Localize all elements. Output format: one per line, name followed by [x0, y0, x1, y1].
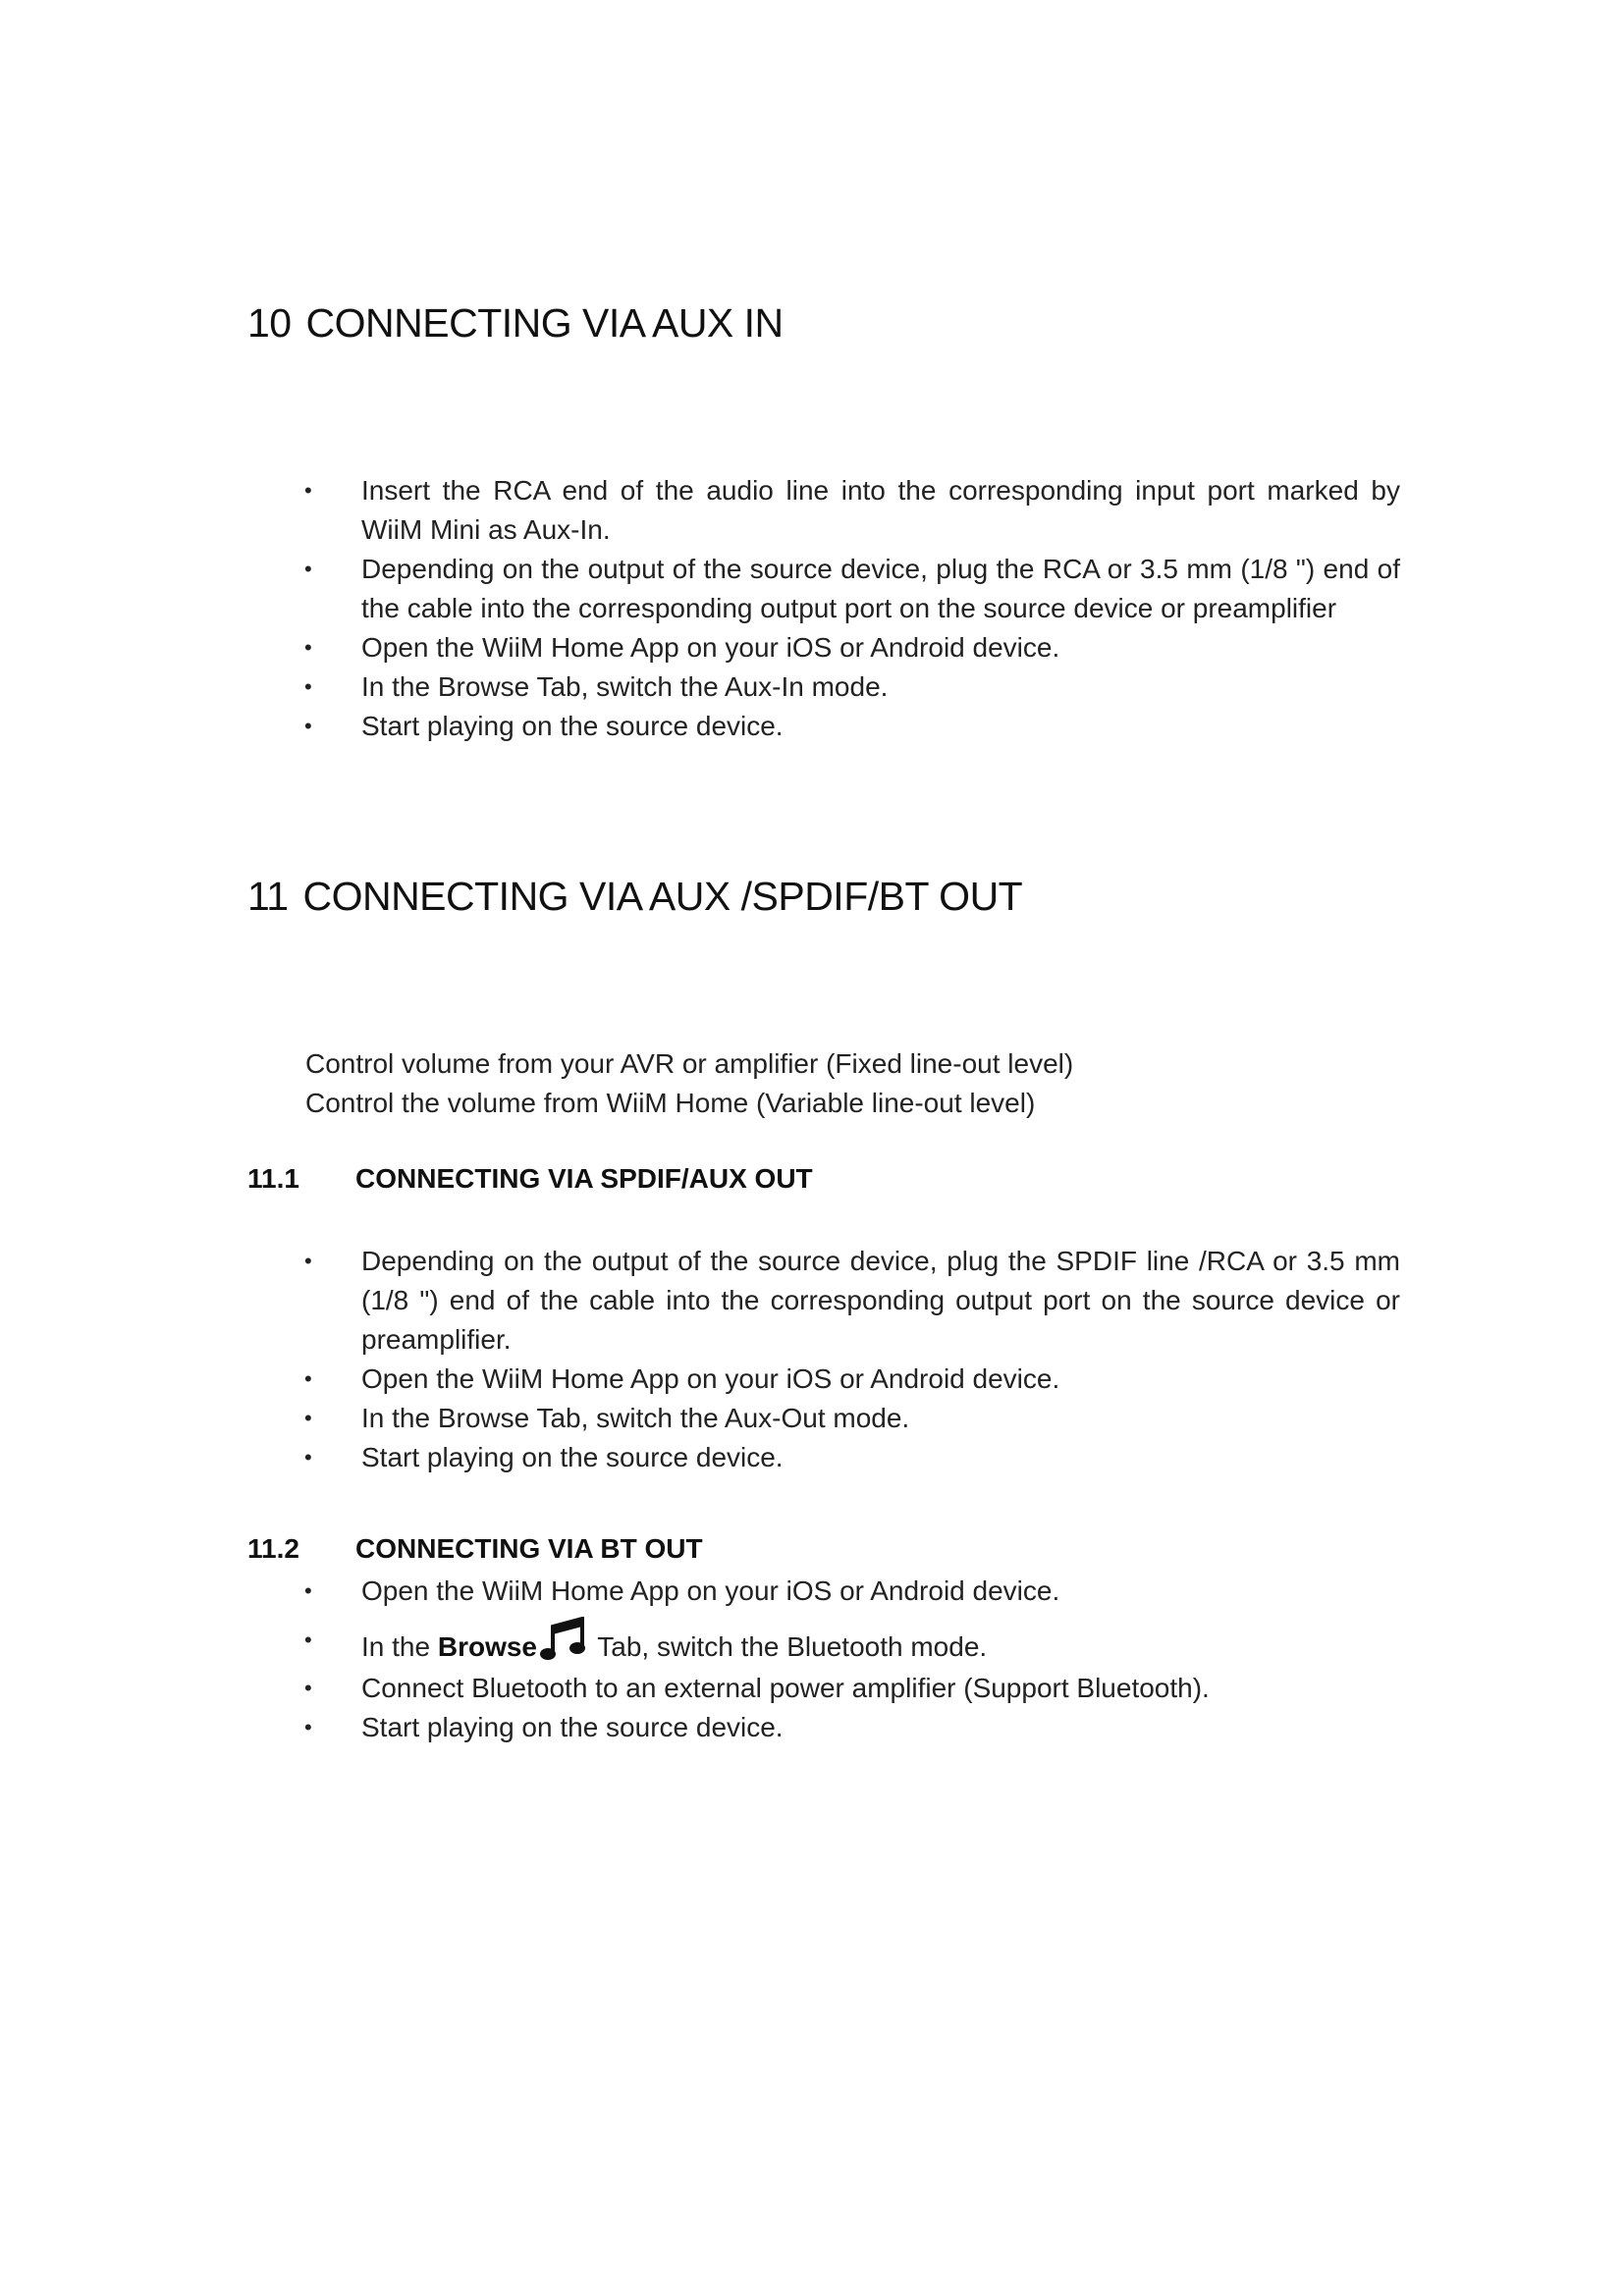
intro-line: Control volume from your AVR or amplifier (Fixed line-out level) — [305, 1048, 1074, 1079]
bullet-icon: • — [304, 478, 312, 503]
section-10-bullet-list — [300, 471, 1400, 746]
list-item: • Start playing on the source device. — [300, 1708, 1400, 1747]
list-item: • In the Browse Tab, switch the Aux-In mode. — [300, 667, 1400, 707]
section-11-2-heading — [247, 1533, 703, 1565]
bullet-icon: • — [304, 674, 312, 699]
bullet-icon: • — [304, 635, 312, 660]
list-item: • In the Browse Tab, switch the Bluetooth mode. — [300, 1617, 1400, 1669]
bullet-icon: • — [304, 1249, 312, 1273]
bullet-icon: • — [304, 1628, 312, 1652]
list-item: • Start playing on the source device. — [300, 1438, 1400, 1477]
section-number: 11.1 — [247, 1163, 299, 1194]
bullet-icon: • — [304, 1445, 312, 1469]
list-item: • In the Browse Tab, switch the Aux-Out mode. — [300, 1399, 1400, 1438]
section-11-heading — [247, 874, 1022, 920]
list-item: • Depending on the output of the source device, plug the RCA or 3.5 mm (1/8 ") end of the cable into the corresponding output port on the source device or preamplifier — [300, 550, 1400, 628]
list-item: • Open the WiiM Home App on your iOS or Android device. — [300, 1360, 1400, 1399]
section-11-1-heading — [247, 1163, 813, 1195]
list-item: • Depending on the output of the source device, plug the SPDIF line /RCA or 3.5 mm (1/8 ") end of the cable into the corresponding output port on the source device or preamplifier. — [300, 1242, 1400, 1360]
bullet-icon: • — [304, 557, 312, 581]
section-number: 11.2 — [247, 1533, 299, 1564]
browse-tab-label: Browse — [437, 1631, 537, 1662]
bullet-icon: • — [304, 1676, 312, 1700]
bullet-icon: • — [304, 1715, 312, 1739]
list-item: • Start playing on the source device. — [300, 707, 1400, 746]
intro-line: Control the volume from WiiM Home (Variable line-out level) — [305, 1088, 1036, 1118]
section-title: CONNECTING VIA AUX IN — [305, 300, 784, 346]
music-note-icon — [539, 1617, 588, 1662]
list-item: • Open the WiiM Home App on your iOS or Android device. — [300, 628, 1400, 667]
list-item: • Insert the RCA end of the audio line into the corresponding input port marked by WiiM Mini as Aux-In. — [300, 471, 1400, 550]
bullet-icon: • — [304, 1366, 312, 1391]
section-10-heading — [247, 300, 784, 347]
bullet-icon: • — [304, 1406, 312, 1430]
bullet-icon: • — [304, 1578, 312, 1603]
section-11-intro — [305, 1044, 1073, 1123]
section-title: CONNECTING VIA SPDIF/AUX OUT — [355, 1163, 813, 1194]
bullet-icon: • — [304, 714, 312, 738]
section-title: CONNECTING VIA BT OUT — [355, 1533, 703, 1564]
section-number: 11 — [247, 874, 289, 919]
section-11-1-bullet-list — [300, 1242, 1400, 1477]
section-title: CONNECTING VIA AUX /SPDIF/BT OUT — [302, 874, 1023, 919]
list-item: • Open the WiiM Home App on your iOS or Android device. — [300, 1572, 1400, 1611]
section-number: 10 — [247, 300, 292, 346]
section-11-2-bullet-list — [300, 1572, 1400, 1747]
list-item: • Connect Bluetooth to an external power amplifier (Support Bluetooth). — [300, 1669, 1400, 1708]
